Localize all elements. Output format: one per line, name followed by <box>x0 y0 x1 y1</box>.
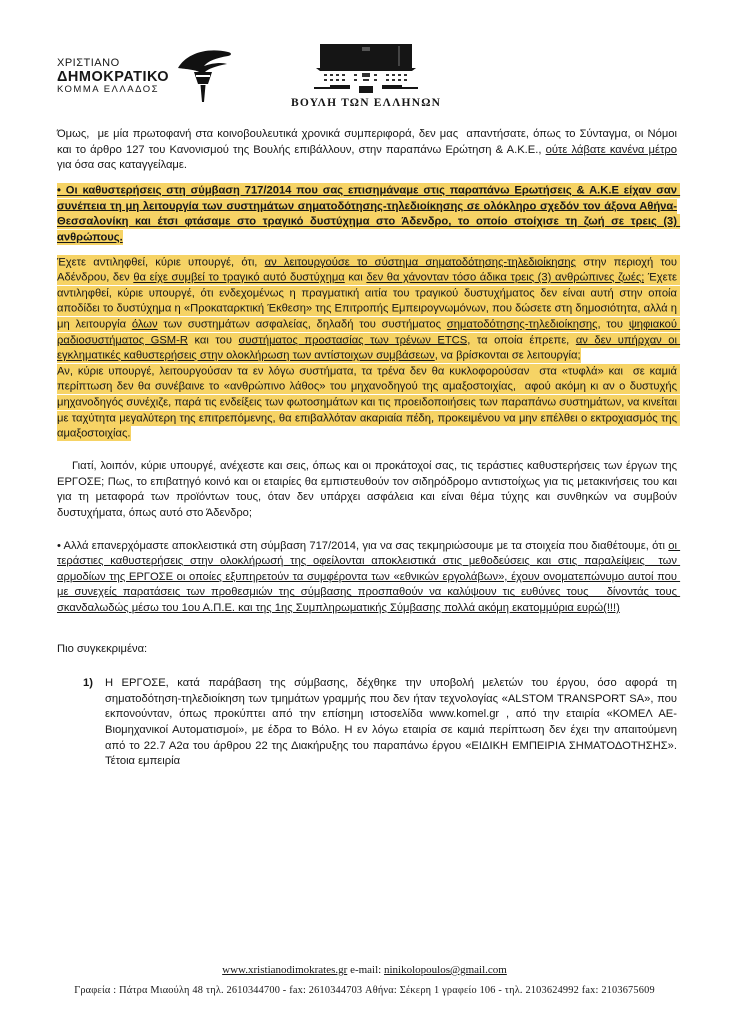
text-segment: οι τεράστιες καθυστερήσεις στην ολοκλήρωσή της οφείλονται αποκλειστικά στις μεθοδεύσεις και στις παραλείψεις των αρμοδίων της ΕΡΓΟΣΕ οι οποίες εξυπηρετούν τα συμφέροντα των «εθνικών εργολάβων», έχουν ονοματεπώνυμο αυτοί που με συνεχείς παρατάσεις των προθεσμιών της σύμβασης προσπαθούν να καλύψουν τις ευθύνες τους δίνοντάς τους σκανδαλωδώς μέσω του 1ου Α.Π.Ε. και της 1ης Συμπληρωματικής Σύμβασης πολλά ακόμη εκατομμύρια ευρώ(!!!) <box>57 539 681 615</box>
paragraph <box>57 642 677 658</box>
party-logo <box>57 58 247 95</box>
text-segment: Έχετε αντιληφθεί, κύριε υπουργέ, ότι, <box>57 256 265 269</box>
text-segment: , του <box>597 318 629 331</box>
email-address: ninikolopoulos@gmail.com <box>383 964 507 976</box>
party-name-line2: ΔΗΜΟΚΡΑΤΙΚΟ <box>57 68 170 85</box>
text-segment: Όμως, με μία πρωτοφανή στα κοινοβουλευτικά χρονικά συμπεριφορά, δεν μας απαντήσατε, όπως το Σύνταγμα, οι Νόμοι και το άρθρο 127 του Κανονισμού της Βουλής επιβάλλουν, στην παραπάνω Ερώτηση & Α.Κ.Ε., <box>57 128 681 156</box>
email-label: e-mail: <box>347 964 384 976</box>
list-number: 1) <box>83 677 93 690</box>
parliament-label: ΒΟΥΛΗ ΤΩΝ ΕΛΛΗΝΩΝ <box>291 97 442 109</box>
text-segment: και του <box>187 334 239 347</box>
paragraph <box>57 127 681 174</box>
text-segment: αν δεν υπήρχαν οι εγκληματικές καθυστερήσεις στην ολοκλήρωση των αντίστοιχων συμβάσεων <box>57 334 681 362</box>
paragraph <box>57 255 681 364</box>
text-segment: Έχετε αντιληφθεί, κύριε υπουργέ, ότι ενδεχομένως η πραγματική αιτία του τραγικού δυστυχήματος δεν είναι αυτή στην οποία αποδίδει το δυστύχημα η «Προκαταρκτική Έκθεση» της Επιτροπής Εμπειρογνωμόνων, που δώσετε στη δημοσιότητα, αλλά η μη λειτουργία <box>57 271 681 331</box>
footer-offices-line: Γραφεία : Πάτρα Μιαούλη 48 τηλ. 2610344700 - fax: 2610344703 Αθήνα: Σέκερη 1 γραφείο 106 - τηλ. 2103624992 fax: 2103675609 <box>74 985 655 996</box>
text-segment: Η ΕΡΓΟΣΕ, κατά παράβαση της σύμβασης, δέχθηκε την υποβολή μελετών του έργου, όσο αφορά τη σηματοδότηση-τηλεδιοίκηση των τμημάτων γραμμής που δεν ήταν τεχνολογίας «ALSTOM TRANSPORT SA», που εκπονούνταν, όπως προκύπτει από την επίσημη ιστοσελίδα www.komel.gr , από την εταιρία «ΚΟΜΕΛ ΑΕ-Βιομηχανικοί Αυτοματισμοί», με έδρα το Βόλο. Η εν λόγω εταιρία σε καμιά περίπτωση δεν έχει την απαιτούμενη από το 22.7 Α2α του άρθρου 22 της Διακήρυξης του παραπάνω έργου «ΕΙΔΙΚΗ ΕΜΠΕΙΡΙΑ ΣΗΜΑΤΟΔΟΤΗΣΗΣ». Τέτοια εμπειρία <box>105 677 681 768</box>
text-segment: των συστημάτων ασφαλείας, δηλαδή του συστήματος <box>157 318 447 331</box>
text-segment: και <box>344 271 367 284</box>
text-segment: • Αλλά επανερχόμαστε αποκλειστικά στη σύμβαση 717/2014, για να σας τεκμηριώσουμε με τα στοιχεία που διαθέτουμε, ότι <box>57 539 669 552</box>
text-segment: όλων <box>131 318 158 331</box>
text-segment: • Οι καθυστερήσεις στη σύμβαση 717/2014 που σας επισημάναμε στις παραπάνω Ερωτήσεις & Α.Κ.Ε είχαν σαν συνέπεια τη μη λειτουργία των συστημάτων σηματοδότησης-τηλεδιοίκησης σε ολόκληρο σχεδόν τον άξονα Αθήνα-Θεσσαλονίκη και έτσι φτάσαμε στο τραγικό δυστύχημα στο Άδενδρο, το οποίο στοίχισε τη ζωή σε τρεις (3) ανθρώπους. <box>57 184 681 244</box>
text-segment: για όσα σας καταγγείλαμε. <box>57 143 681 172</box>
text-segment: Αν, κύριε υπουργέ, λειτουργούσαν τα εν λόγω συστήματα, τα τρένα δεν θα κυκλοφορούσαν στα «τυφλά» και σε καμιά περίπτωση δεν θα συνέβαινε το «ανθρώπινο λάθος» του μηχανοδηγού της αμαξοστοιχίας, αφού ακόμη κι αν ο δυστυχής μηχανοδηγός συνέχιζε, παρά τις ενδείξεις των φωτοσημάτων και τις προειδοποιήσεις των παραπάνω συστημάτων, να κινείται με ταχύτητα μεγαλύτερη της επιτρεπόμενης, θα επιβαλλόταν ακαριαία πέδη, προκειμένου να μην επέλθει ο εκτροχιασμός της αμαξοστοιχίας. <box>57 365 681 440</box>
text-segment: θα είχε συμβεί το τραγικό αυτό δυστύχημα <box>133 271 345 284</box>
page-footer <box>0 964 729 996</box>
text-segment: συστήματος προστασίας των τρένων ETCS <box>238 334 468 347</box>
text-segment: αν λειτουργούσε το σύστημα σηματοδότησης-τηλεδιοίκησης <box>264 256 577 269</box>
paragraph <box>57 676 681 770</box>
parliament-logo <box>291 44 441 109</box>
text-segment: , τα οποία έπρεπε, <box>467 334 576 347</box>
text-segment: σηματοδότησης-τηλεδιοίκησης <box>446 318 598 331</box>
letterhead <box>57 50 675 120</box>
text-segment: , να βρίσκονται σε λειτουργία; <box>434 349 581 362</box>
parliament-building-icon <box>310 44 422 94</box>
text-segment: στην περιοχή του Αδένδρου, δεν <box>57 256 680 284</box>
text-segment: Γιατί, λοιπόν, κύριε υπουργέ, ανέχεστε και σεις, όπως και οι προκάτοχοί σας, τις τεράστιες καθυστερήσεις των έργων της ΕΡΓΟΣΕ; Πως, το επιβατηγό κοινό και οι εταιρίες θα εμπιστευθούν τον σιδηρόδρομο αντιστοίχως για τις μετακινήσεις του και για τη μεταφορά των προϊόντων τους, όταν δεν υπάρχει ασφάλεια και είναι θέμα τύχης και συνθηκών να συμβούν δυστυχήματα, όπως αυτό στο Άδενδρο; <box>57 460 681 520</box>
text-segment: ούτε λάβατε κανένα μέτρο <box>545 143 677 156</box>
footer-contact-line <box>0 964 729 976</box>
paragraph <box>57 184 681 246</box>
party-name-line3: ΚΟΜΜΑ ΕΛΛΑΔΟΣ <box>57 83 159 95</box>
paragraph <box>57 539 681 617</box>
text-segment: δεν θα χάνονταν τόσο άδικα τρεις (3) ανθρώπινες ζωές; <box>366 271 645 284</box>
website-url: www.xristianodimokrates.gr <box>222 964 348 976</box>
paragraph <box>57 459 681 521</box>
text-segment: Πιο συγκεκριμένα: <box>57 642 148 655</box>
party-name-line1: ΧΡΙΣΤΙΑΝΟ <box>57 57 120 69</box>
text-segment: ψηφιακού ραδιοσυστήματος GSM-R <box>57 318 681 347</box>
document-body <box>57 127 681 770</box>
torch-flame-icon <box>172 46 234 104</box>
paragraph <box>57 364 681 442</box>
